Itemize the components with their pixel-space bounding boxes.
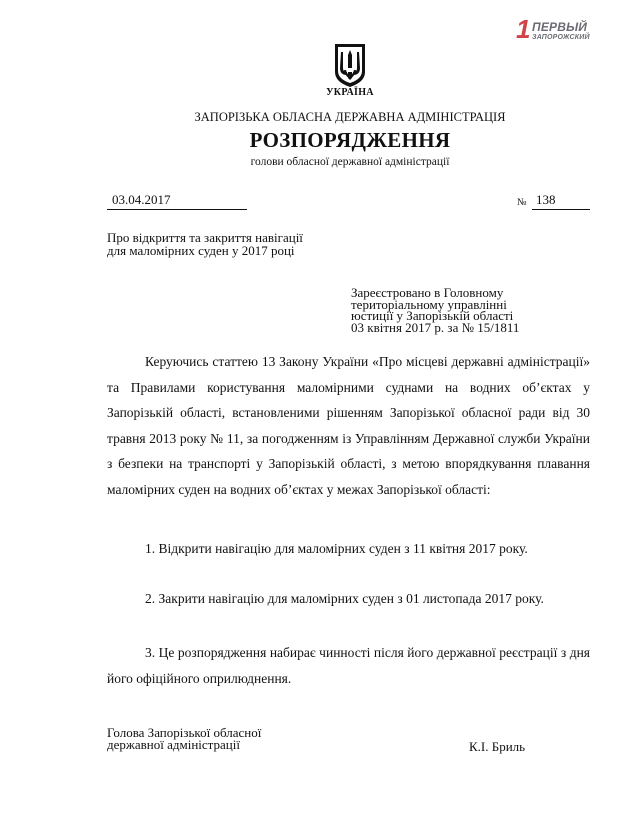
signer-position-line: Голова Запорізької обласної [107,725,262,740]
number-field [532,192,590,210]
administration-title: ЗАПОРІЗЬКА ОБЛАСНА ДЕРЖАВНА АДМІНІСТРАЦІЯ [194,110,506,124]
registration-line: територіальному управлінні [351,296,507,312]
logo-number: 1 [516,14,531,44]
document-date: 03.04.2017 [112,192,171,207]
trident-coat-of-arms-icon [333,42,367,88]
subject-line: Про відкриття та закриття навігації [107,230,303,245]
decree-item-3: 3. Це розпорядження набирає чинності після його державної реєстрації з дня його офіційного оприлюднення. [107,645,590,686]
number-sign: № [517,197,527,208]
document-title: РОЗПОРЯДЖЕННЯ [249,128,451,152]
signer-position [107,727,261,751]
publisher-logo [516,14,616,44]
registration-line: Зареєстровано в Головному [351,285,504,300]
registration-line: 03 квітня 2017 р. за № 15/1811 [351,319,520,335]
decree-item-2: 2. Закрити навігацію для маломірних суден з 01 листопада 2017 року. [145,591,544,606]
signer-position-line: державної адміністрації [107,737,240,752]
registration-line: юстиції у Запорізькій області [351,308,514,323]
decree-item-3-block [107,640,590,691]
preamble-paragraph [107,349,590,503]
preamble-text: Керуючись статтею 13 Закону України «Про місцеві державні адміністрації» та Правилами користування маломірними суднами на водних об’єктах у Запорізькій області, встановленими рішенням Запорізької обласної ради від 30 травня 2013 року № 11, за погодженням із Управлінням Державної служби України з безпеки на транспорті у Запорізькій області, з метою впорядкування плавання маломірних суден на водних об’єктах у межах Запорізької області: [107,354,590,497]
country-label: УКРАЇНА [326,87,374,98]
signer-name: К.І. Бриль [469,739,526,754]
document-number: 138 [536,192,556,207]
decree-item-1: 1. Відкрити навігацію для маломірних суден з 11 квітня 2017 року. [145,541,528,556]
date-field [107,192,247,210]
document-subtitle: голови обласної державної адміністрації [250,156,450,168]
subject-line: для маломірних суден у 2017 році [107,243,295,258]
registration-note [351,287,519,333]
logo-line2: ЗАПОРОЖСКИЙ [532,34,590,41]
document-subject [107,231,303,257]
logo-line1: ПЕРВЫЙ [532,20,588,34]
